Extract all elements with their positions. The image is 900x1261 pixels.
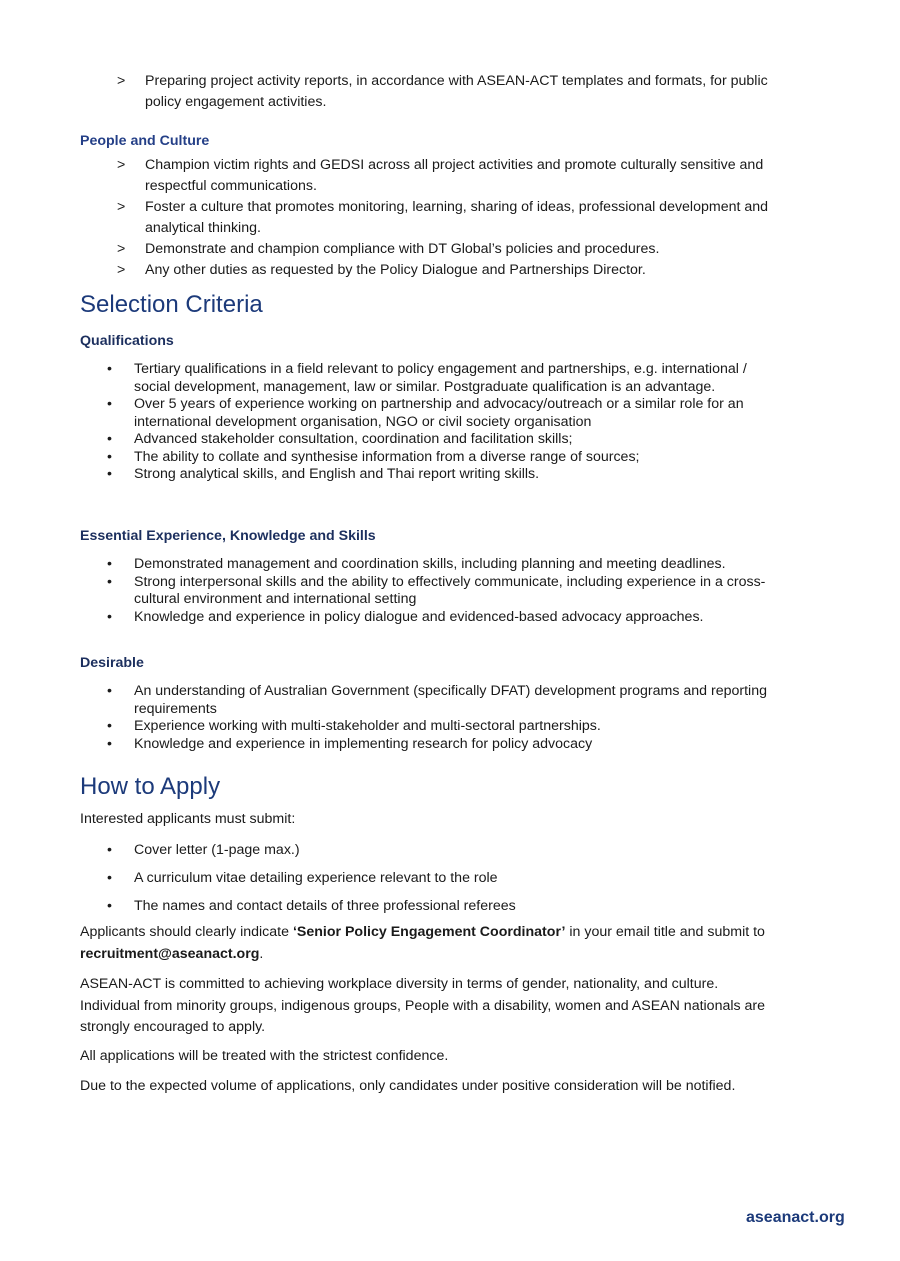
bullet-marker: • bbox=[107, 431, 112, 447]
bullet-marker: • bbox=[107, 842, 112, 858]
bullet-marker: • bbox=[107, 448, 112, 465]
arrow-marker: > bbox=[117, 157, 126, 173]
essential-list bbox=[80, 556, 770, 626]
footer-site-link[interactable]: aseanact.org bbox=[746, 1209, 845, 1226]
list-item: • Demonstrated management and coordination skills, including planning and meeting deadlines. bbox=[107, 556, 726, 572]
list-item: > Any other duties as requested by the Policy Dialogue and Partnerships Director. bbox=[80, 260, 780, 281]
bullet-marker: • bbox=[107, 556, 112, 572]
list-item: > Foster a culture that promotes monitoring, learning, sharing of ideas, professional development and analytical thinking. bbox=[117, 199, 769, 236]
bullet-marker: • bbox=[107, 608, 112, 625]
list-item: • Over 5 years of experience working on partnership and advocacy/outreach or a similar role for an international development organisation, NGO or civil society organisation bbox=[107, 396, 744, 430]
list-item: • A curriculum vitae detailing experience relevant to the role bbox=[107, 870, 498, 886]
list-item: • The names and contact details of three professional referees bbox=[107, 898, 516, 914]
recruitment-email[interactable]: recruitment@aseanact.org bbox=[80, 945, 260, 962]
bullet-marker: • bbox=[107, 396, 112, 412]
list-item: • The ability to collate and synthesise information from a diverse range of sources; bbox=[107, 448, 640, 465]
apply-intro: Interested applicants must submit: bbox=[80, 811, 296, 827]
bullet-marker: • bbox=[107, 466, 112, 482]
arrow-marker: > bbox=[117, 262, 126, 278]
list-item: > Demonstrate and champion compliance with DT Global’s policies and procedures. bbox=[80, 239, 780, 260]
list-item: • Cover letter (1-page max.) bbox=[107, 842, 300, 858]
bullet-marker: • bbox=[107, 361, 112, 377]
list-item: • An understanding of Australian Government (specifically DFAT) development programs and reporting requirements bbox=[107, 683, 767, 717]
diversity-statement: ASEAN-ACT is committed to achieving workplace diversity in terms of gender, nationality, and culture. Individual from minority groups, indigenous groups, People with a disability, women and ASEAN nationals are strongly encouraged to apply. bbox=[80, 976, 766, 1035]
desirable-list bbox=[80, 683, 770, 753]
list-item: • Strong analytical skills, and English and Thai report writing skills. bbox=[107, 466, 540, 482]
bullet-marker: • bbox=[107, 870, 112, 886]
desirable-heading: Desirable bbox=[80, 655, 144, 671]
arrow-marker: > bbox=[117, 73, 126, 89]
apply-instructions: Applicants should clearly indicate ‘Senior Policy Engagement Coordinator’ in your email title and submit to recruitment@aseanact.org. bbox=[80, 924, 765, 962]
essential-heading: Essential Experience, Knowledge and Skills bbox=[80, 528, 376, 544]
bullet-marker: • bbox=[107, 898, 112, 914]
duties-list-continued bbox=[80, 71, 780, 113]
how-to-apply-heading: How to Apply bbox=[80, 773, 221, 800]
position-title: ‘Senior Policy Engagement Coordinator’ bbox=[292, 924, 566, 940]
arrow-marker: > bbox=[117, 241, 126, 257]
people-culture-list bbox=[80, 155, 780, 281]
bullet-marker: • bbox=[107, 573, 112, 590]
qualifications-heading: Qualifications bbox=[80, 333, 174, 349]
list-item: > Champion victim rights and GEDSI across all project activities and promote culturally sensitive and respectful communications. bbox=[117, 157, 764, 194]
list-item: • Advanced stakeholder consultation, coordination and facilitation skills; bbox=[107, 431, 573, 447]
list-item: > Preparing project activity reports, in accordance with ASEAN-ACT templates and formats, for public policy engagement activities. bbox=[117, 73, 768, 110]
confidence-statement: All applications will be treated with the strictest confidence. bbox=[80, 1048, 449, 1064]
list-item: • Tertiary qualifications in a field relevant to policy engagement and partnerships, e.g. international / social development, management, law or similar. Postgraduate qualification is an advantage. bbox=[107, 361, 747, 395]
selection-criteria-heading: Selection Criteria bbox=[80, 291, 263, 318]
list-item: • Knowledge and experience in policy dialogue and evidenced-based advocacy approaches. bbox=[107, 608, 704, 625]
arrow-marker: > bbox=[117, 199, 126, 215]
bullet-marker: • bbox=[107, 683, 112, 699]
apply-list bbox=[80, 842, 770, 916]
list-item: • Knowledge and experience in implementing research for policy advocacy bbox=[107, 735, 593, 752]
bullet-marker: • bbox=[107, 735, 112, 752]
qualifications-list bbox=[80, 361, 770, 484]
list-item: • Experience working with multi-stakeholder and multi-sectoral partnerships. bbox=[107, 718, 601, 734]
people-culture-heading: People and Culture bbox=[80, 133, 210, 149]
volume-statement: Due to the expected volume of applications, only candidates under positive consideration will be notified. bbox=[80, 1078, 736, 1094]
list-item: • Strong interpersonal skills and the ability to effectively communicate, including experience in a cross-cultural environment and international setting bbox=[107, 573, 766, 607]
bullet-marker: • bbox=[107, 718, 112, 734]
